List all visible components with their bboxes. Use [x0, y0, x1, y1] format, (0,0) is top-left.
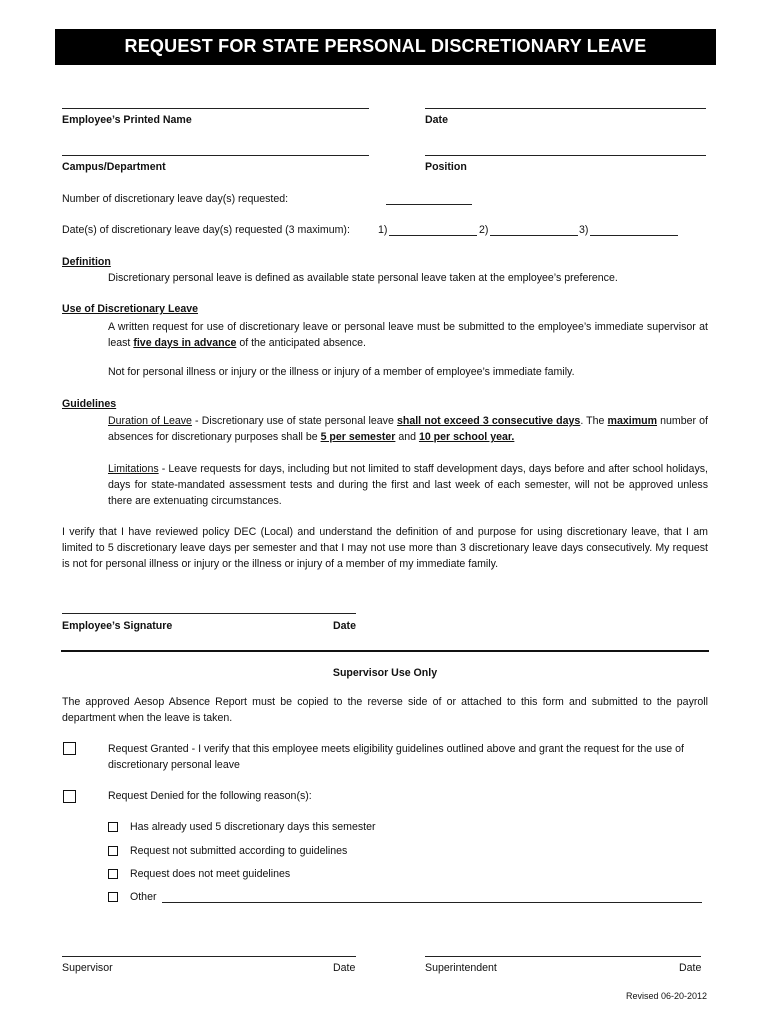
- dates-label: Date(s) of discretionary leave day(s) requested (3 maximum):: [62, 224, 350, 236]
- date-slot-3-input[interactable]: [590, 235, 678, 236]
- title-bar: [55, 29, 716, 65]
- supervisor-signature-line[interactable]: [62, 956, 356, 957]
- guidelines-heading: Guidelines: [62, 398, 117, 410]
- campus-label: Campus/Department: [62, 161, 166, 173]
- date-line[interactable]: [425, 108, 706, 109]
- denied-checkbox[interactable]: [63, 790, 76, 803]
- supervisor-date-label: Date: [333, 962, 356, 974]
- duration-paragraph: Duration of Leave - Discretionary use of state personal leave shall not exceed 3 consecutive days. The maximum number of absences for discretionary purposes shall be 5 per semester and 10 per school year.: [108, 415, 708, 443]
- reason-checkbox-other[interactable]: [108, 892, 118, 902]
- limitations-paragraph: Limitations - Leave requests for days, including but not limited to staff development days, days before and after school holidays, days for state-mandated assessment tests and during the first and last week of each semester, will not be approved unless there are extenuating circumstances.: [108, 463, 708, 507]
- reason-label-3: Request does not meet guidelines: [130, 868, 291, 880]
- position-label: Position: [425, 161, 467, 173]
- date-label: Date: [425, 114, 448, 126]
- limitations-label: Limitations: [108, 463, 159, 475]
- employee-name-label: Employee’s Printed Name: [62, 114, 192, 126]
- denied-text: Request Denied for the following reason(s):: [108, 790, 312, 802]
- use-text: A written request for use of discretionary leave or personal leave must be submitted to the employee’s immediate supervisor at least five days in advance of the anticipated absence.: [108, 321, 708, 349]
- superintendent-signature-line[interactable]: [425, 956, 701, 957]
- campus-line[interactable]: [62, 155, 369, 156]
- granted-text: Request Granted - I verify that this employee meets eligibility guidelines outlined above and grant the request for the use of discretionary personal leave: [108, 743, 684, 771]
- definition-heading: Definition: [62, 256, 111, 268]
- verify-paragraph: I verify that I have reviewed policy DEC (Local) and understand the definition of and purpose for using discretionary leave, that I am limited to 5 discretionary leave days per semester and that I may not use more than 3 discretionary leave days consecutively. My request is not for personal illness or injury or the illness or injury of a member of my immediate family.: [62, 526, 708, 570]
- reason-label-2: Request not submitted according to guidelines: [130, 845, 348, 857]
- page-title: REQUEST FOR STATE PERSONAL DISCRETIONARY LEAVE: [124, 36, 647, 56]
- supervisor-heading: Supervisor Use Only: [332, 667, 438, 679]
- num-days-input[interactable]: [386, 204, 472, 205]
- use-heading: Use of Discretionary Leave: [62, 303, 199, 315]
- other-reason-input[interactable]: [162, 902, 702, 903]
- reason-checkbox-3[interactable]: [108, 869, 118, 879]
- superintendent-label: Superintendent: [425, 962, 497, 974]
- signature-label: Employee’s Signature: [62, 620, 173, 632]
- supervisor-label: Supervisor: [62, 962, 113, 974]
- section-divider: [61, 650, 709, 652]
- use-note: Not for personal illness or injury or the illness or injury of a member of employee’s immediate family.: [108, 366, 575, 378]
- revised-date: Revised 06-20-2012: [626, 991, 708, 1001]
- definition-text: Discretionary personal leave is defined as available state personal leave taken at the employee’s preference.: [108, 272, 618, 284]
- signature-date-label: Date: [333, 620, 356, 632]
- signature-line[interactable]: [62, 613, 356, 614]
- granted-checkbox[interactable]: [63, 742, 76, 755]
- date-slot-2-input[interactable]: [490, 235, 578, 236]
- date-slot-3-label: 3): [579, 224, 589, 236]
- superintendent-date-label: Date: [679, 962, 702, 974]
- duration-label: Duration of Leave: [108, 415, 192, 427]
- reason-checkbox-1[interactable]: [108, 822, 118, 832]
- reason-label-1: Has already used 5 discretionary days this semester: [130, 821, 376, 833]
- date-slot-1-input[interactable]: [389, 235, 477, 236]
- five-days-emphasis: five days in advance: [133, 337, 237, 349]
- reason-checkbox-2[interactable]: [108, 846, 118, 856]
- employee-name-line[interactable]: [62, 108, 369, 109]
- date-slot-1-label: 1): [378, 224, 388, 236]
- date-slot-2-label: 2): [479, 224, 489, 236]
- supervisor-instructions: The approved Aesop Absence Report must be copied to the reverse side of or attached to this form and submitted to the payroll department when the leave is taken.: [62, 696, 708, 724]
- position-line[interactable]: [425, 155, 706, 156]
- num-days-label: Number of discretionary leave day(s) requested:: [62, 193, 289, 205]
- reason-label-other: Other: [130, 891, 157, 903]
